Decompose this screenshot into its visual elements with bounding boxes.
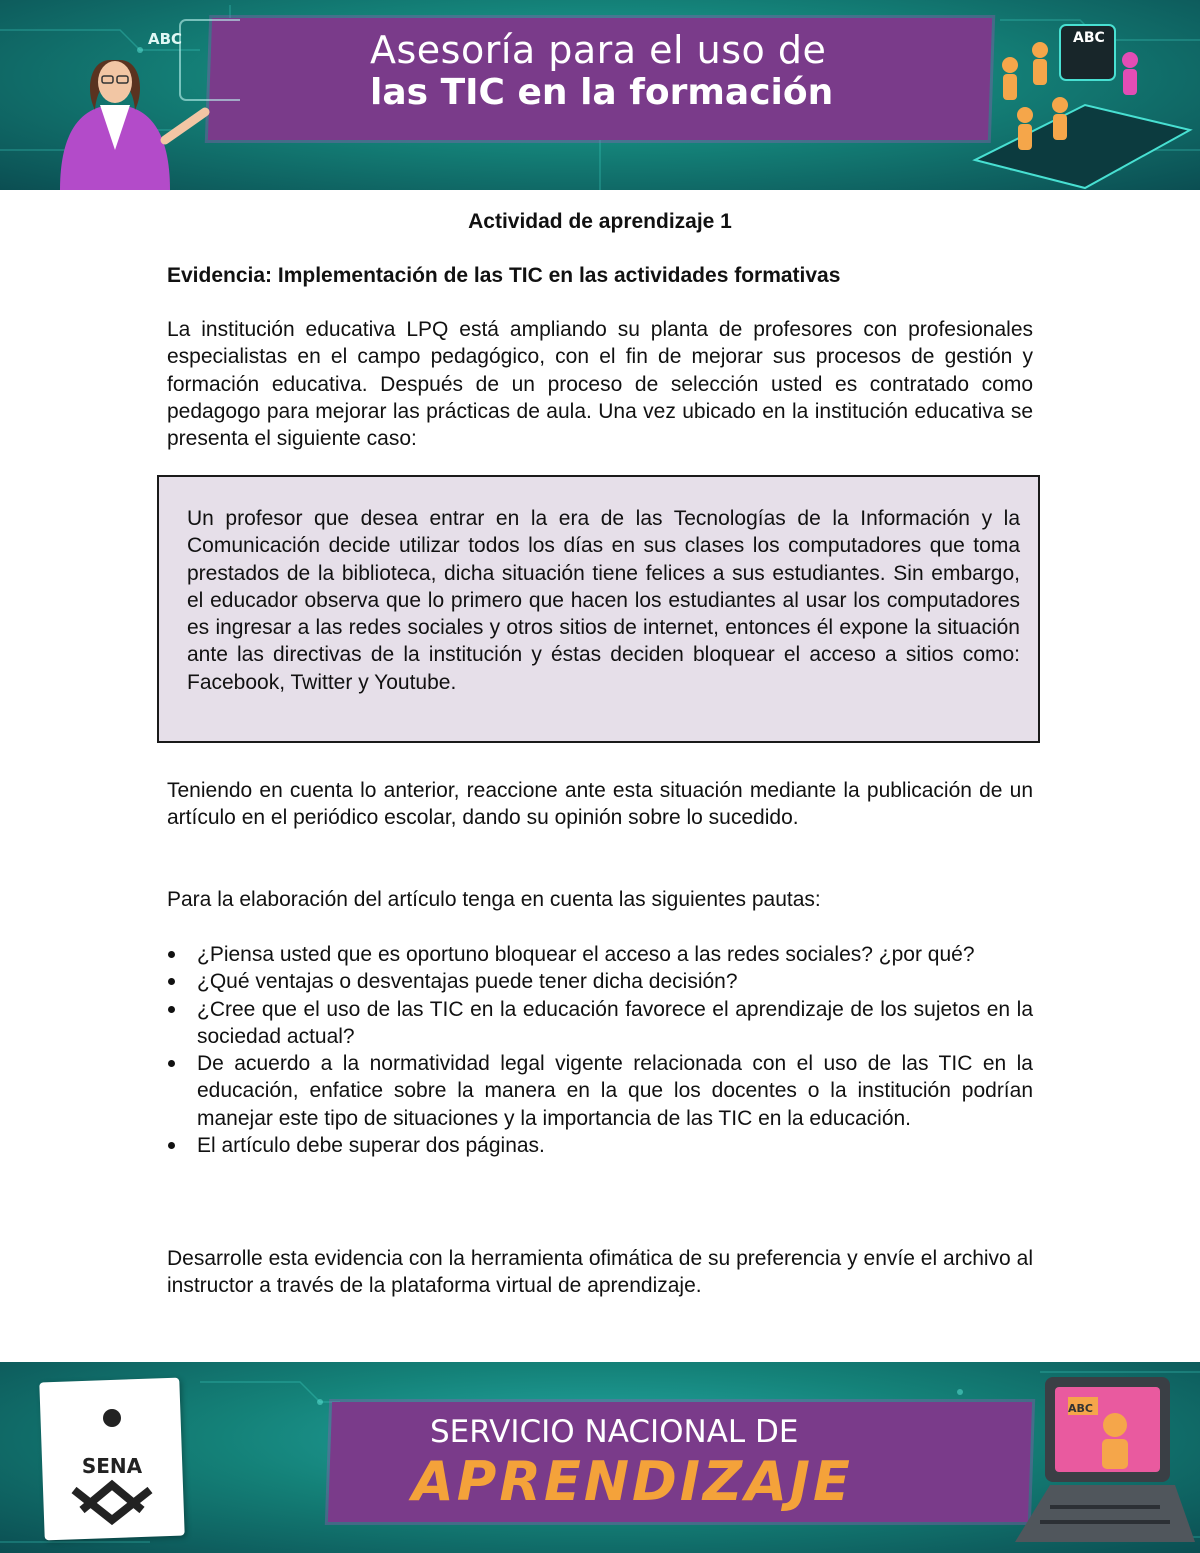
- guideline-text: ¿Qué ventajas o desventajas puede tener dicha decisión?: [197, 970, 738, 994]
- case-box: [157, 475, 1040, 743]
- closing-paragraph: [167, 1245, 1033, 1300]
- guideline-text: ¿Cree que el uso de las TIC en la educación favorece el aprendizaje de los sujetos en la sociedad actual?: [197, 997, 1033, 1048]
- guidelines-intro-text: Para la elaboración del artículo tenga en cuenta las siguientes pautas:: [167, 888, 821, 911]
- laptop-abc-text: ABC: [1068, 1402, 1093, 1415]
- bullet-icon: [168, 1060, 175, 1067]
- list-item: [167, 1050, 1033, 1132]
- abc-badge-left: ABC: [148, 30, 183, 48]
- bullet-icon: [168, 1142, 175, 1149]
- guideline-text: ¿Piensa usted que es oportuno bloquear el acceso a las redes sociales? ¿por qué?: [197, 943, 975, 966]
- list-item: [167, 941, 1033, 968]
- footer-banner: [0, 1362, 1200, 1553]
- bullet-icon: [168, 951, 175, 958]
- case-text: Un profesor que desea entrar en la era de las Tecnologías de la Información y la Comunicación decide utilizar todos los días en sus clases los computadores que toma prestados de la biblioteca, dicha situación tiene felices a sus estudiantes. Sin embargo, el educador observa que lo primero que hacen los estudiantes al usar los computadores es ingresar a las redes sociales y otros sitios de internet, entonces él expone la situación ante las directivas de la institución y éstas deciden bloquear el acceso a sitios como: Facebook, Twitter y Youtube.: [187, 507, 1020, 694]
- intro-text: La institución educativa LPQ está ampliando su planta de profesores con profesionales especialistas en el campo pedagógico, con el fin de mejorar sus procesos de gestión y formación educativa. Después de un proceso de selección usted es contratado como pedagogo para mejorar las prácticas de aula. Una vez ubicado en la institución educativa se presenta el siguiente caso:: [167, 318, 1033, 451]
- guideline-text: De acuerdo a la normatividad legal vigente relacionada con el uso de las TIC en la educación, enfatice sobre la manera en la que los docentes o la institución podrían manejar este tipo de situaciones y la importancia de las TIC en la educación.: [197, 1052, 1033, 1130]
- list-item: [167, 968, 1033, 995]
- closing-text: Desarrolle esta evidencia con la herramienta ofimática de su preferencia y envíe el archivo al instructor a través de la plataforma virtual de aprendizaje.: [167, 1247, 1033, 1298]
- document-subtitle: Evidencia: Implementación de las TIC en las actividades formativas: [167, 264, 841, 287]
- footer-line1: SERVICIO NACIONAL DE: [430, 1414, 799, 1450]
- bullet-icon: [168, 1006, 175, 1013]
- intro-paragraph: [167, 316, 1033, 452]
- laptop-illustration-icon: [1010, 1367, 1195, 1552]
- header-banner: [0, 0, 1200, 190]
- list-item: [167, 1132, 1033, 1159]
- abc-badge-right: ABC: [1073, 30, 1105, 46]
- bullet-icon: [168, 978, 175, 985]
- list-item: [167, 996, 1033, 1051]
- guideline-text: El artículo debe superar dos páginas.: [197, 1134, 545, 1158]
- presenter-illustration-icon: [40, 0, 240, 190]
- guidelines-intro: [167, 886, 1033, 913]
- footer-line2: APRENDIZAJE: [412, 1450, 853, 1513]
- banner-title-line1: Asesoría para el uso de: [370, 28, 827, 72]
- banner-title-line2: las TIC en la formación: [370, 72, 834, 113]
- document-title: Actividad de aprendizaje 1: [468, 210, 732, 233]
- sena-logo-text: SENA: [81, 1454, 143, 1478]
- instruction-paragraph: [167, 777, 1033, 832]
- instruction-text: Teniendo en cuenta lo anterior, reaccione ante esta situación mediante la publicación de un artículo en el periódico escolar, dando su opinión sobre lo sucedido.: [167, 779, 1033, 830]
- guidelines-list: [167, 941, 1033, 1159]
